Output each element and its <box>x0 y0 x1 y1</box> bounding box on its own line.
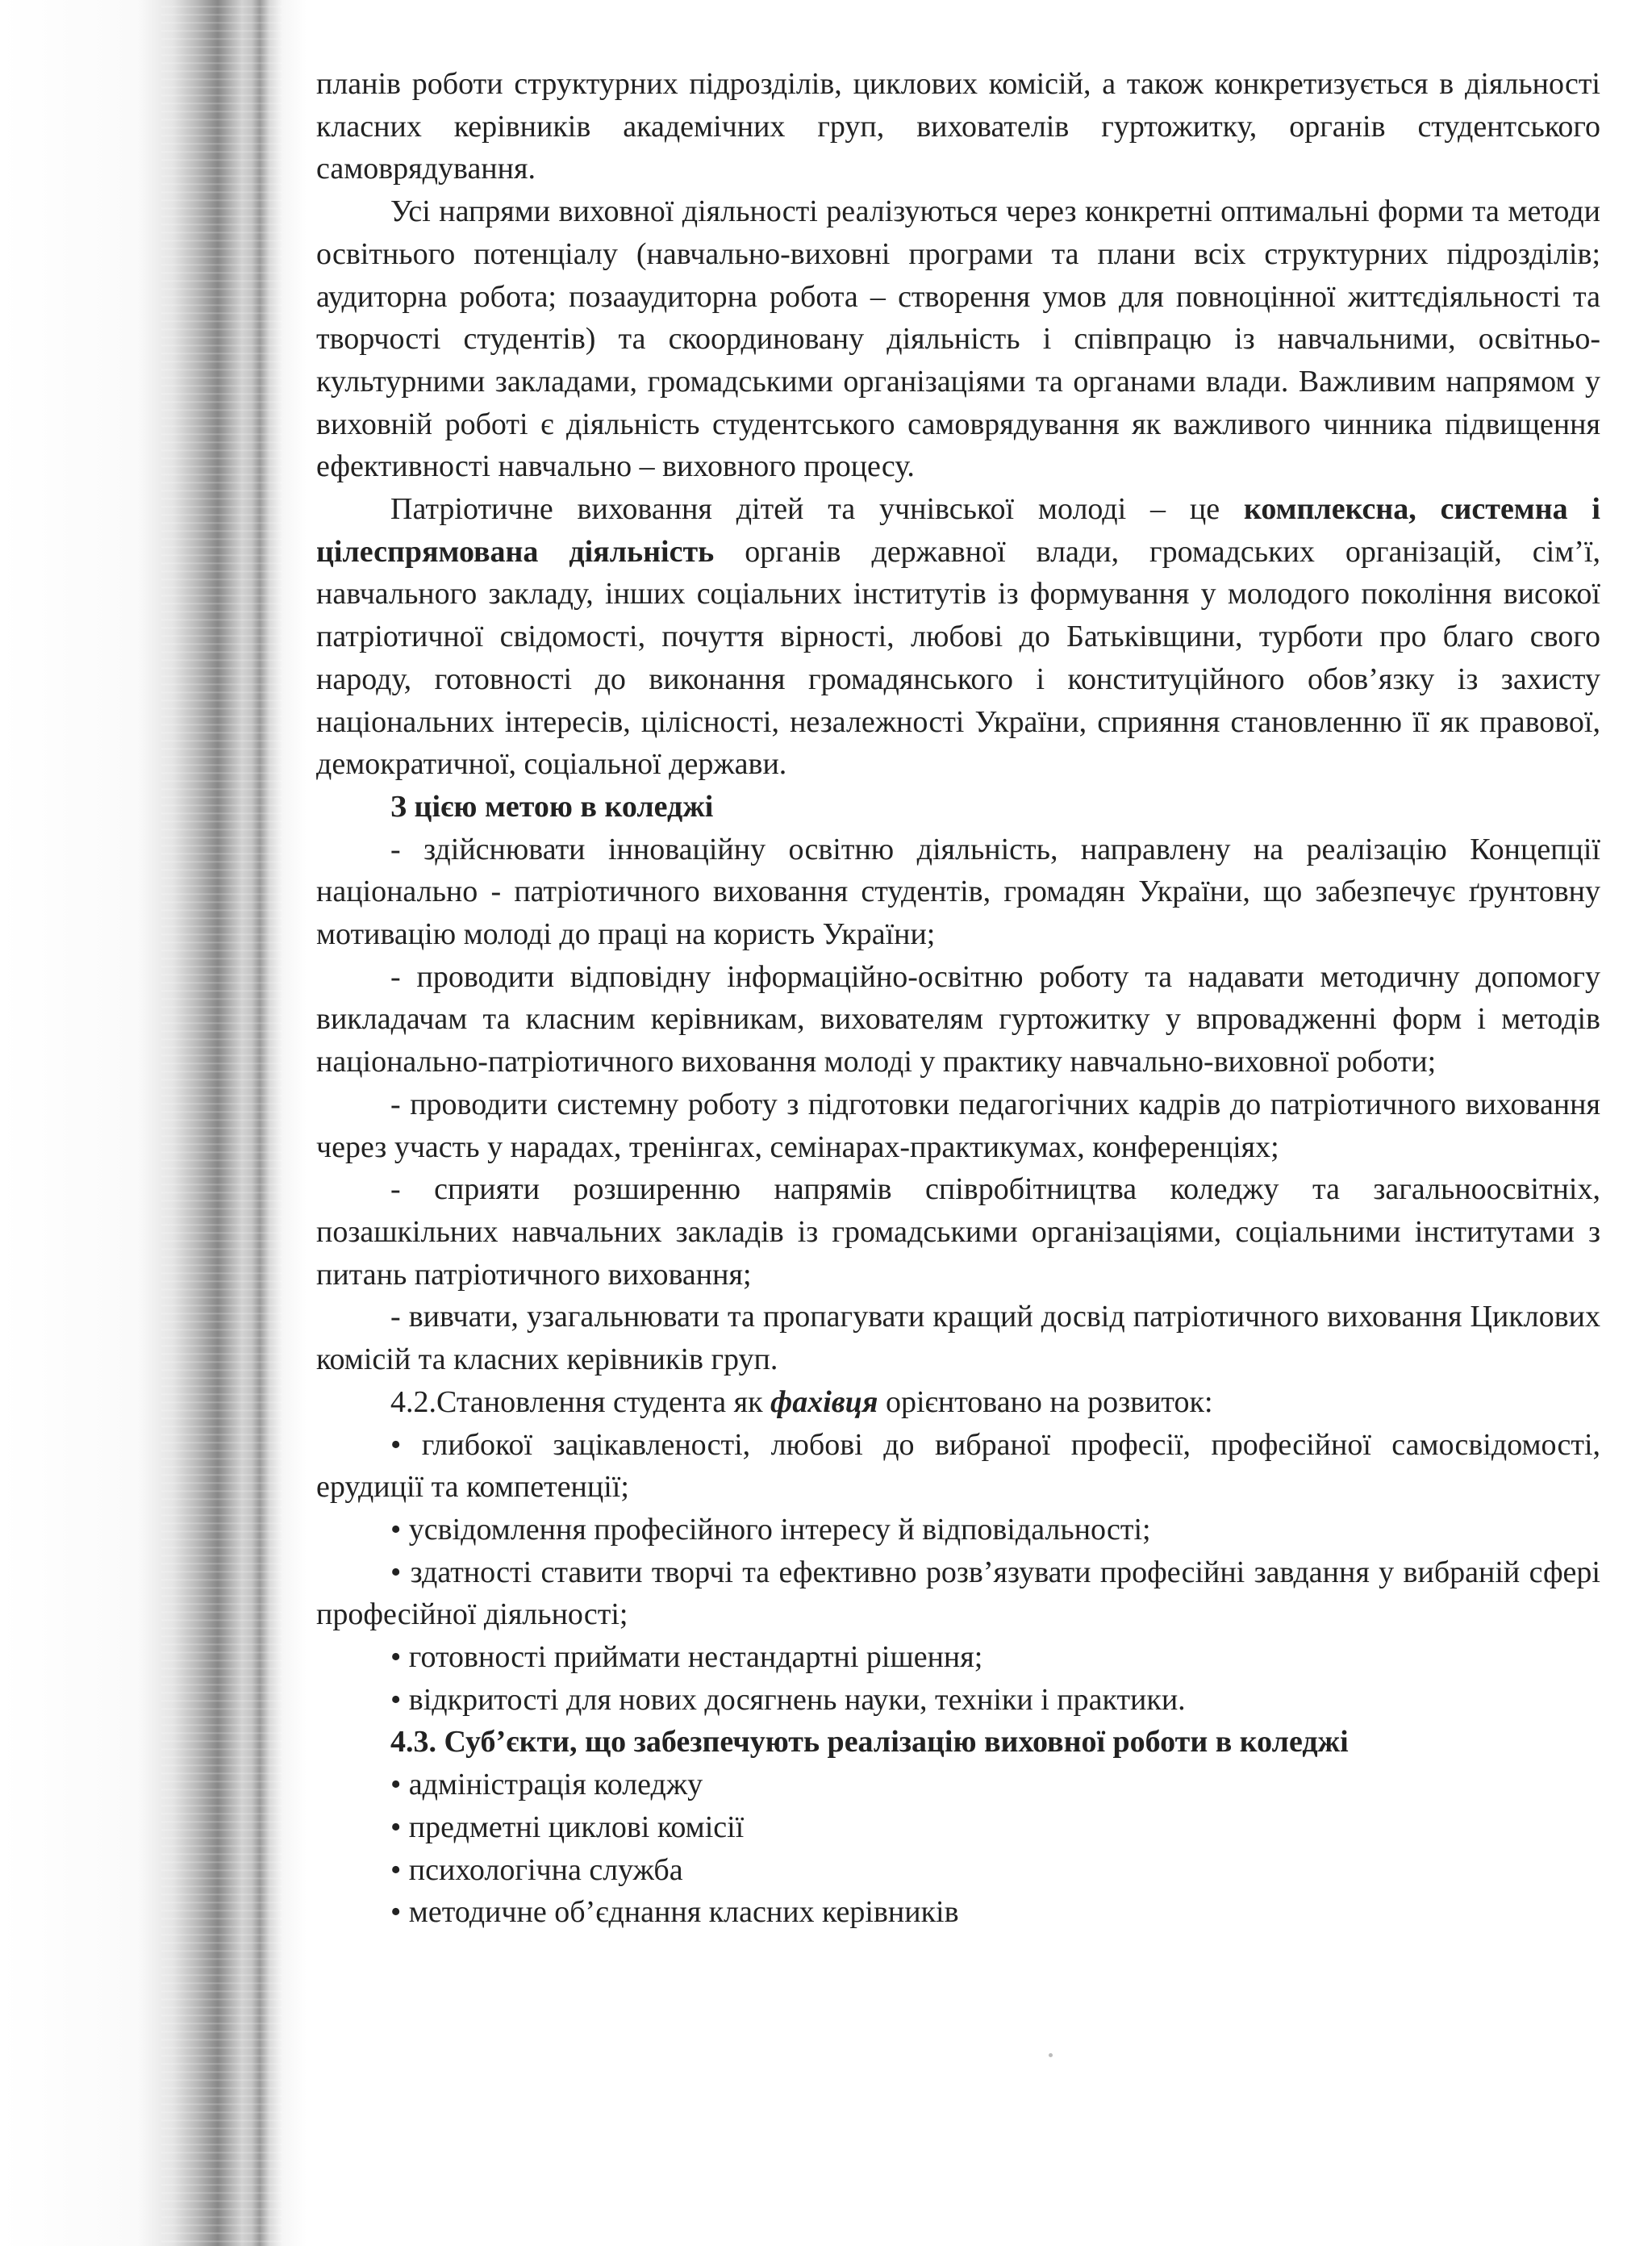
paragraph-patriotic-end: органів державної влади, громадських організацій, сім’ї, навчального закладу, інших соціальних інститутів із формування у молодого покоління високої патріотичної свідомості, почуття вірності, любові до Батьківщини, турботи про благо свого народу, готовності до виконання громадянського і конституційного обов’язку із захисту національних інтересів, цілісності, незалежності України, сприяння становленню її як правової, демократичної, соціальної держави. <box>316 534 1600 782</box>
paragraph-directions: Усі напрями виховної діяльності реалізуються через конкретні оптимальні форми та методи освітнього потенціалу (навчально-виховні програми та плани всіх структурних підрозділів; аудиторна робота; позааудиторна робота – створення умов для повноцінної життєдіяльності та творчості студентів) та скоординовану діяльність і співпрацю із навчальними, освітньо-культурними закладами, громадськими організаціями та органами влади. Важливим напрямом у виховній роботі є діяльність студентського самоврядування як важливого чинника підвищення ефективності навчально – виховного процесу. <box>316 194 1600 484</box>
section-4-2-item: • здатності ставити творчі та ефективно розв’язувати професійні завдання у вибраній сфері професійної діяльності; <box>316 1555 1600 1632</box>
paragraph-continuation: планів роботи структурних підрозділів, циклових комісій, а також конкретизується в діяльності класних керівників академічних груп, вихователів гуртожитку, органів студентського самоврядування. <box>316 67 1600 186</box>
section-4-2-item: • усвідомлення професійного інтересу й відповідальності; <box>390 1512 1151 1547</box>
goal-item: - вивчати, узагальнювати та пропагувати кращий досвід патріотичного виховання Циклових комісій та класних керівників груп. <box>316 1300 1600 1377</box>
section-4-3-item: • адміністрація коледжу <box>390 1768 703 1802</box>
goal-item: - проводити системну роботу з підготовки педагогічних кадрів до патріотичного виховання через участь у нарадах, тренінгах, семінарах-практикумах, конференціях; <box>316 1087 1600 1164</box>
section-4-3-item: • психологічна служба <box>390 1852 683 1887</box>
section-4-2-item: • відкритості для нових досягнень науки, техніки і практики. <box>390 1682 1186 1717</box>
document-body <box>316 63 1600 1934</box>
section-4-3-item: • методичне об’єднання класних керівників <box>390 1895 959 1930</box>
paragraph-patriotic-start: Патріотичне виховання дітей та учнівської молоді – це <box>390 492 1244 527</box>
section-4-2-emphasis: фахівця <box>770 1384 878 1419</box>
paragraph-patriotic-bold: комплексна, системна і цілеспрямована діяльність <box>316 492 1600 569</box>
section-4-2-item: • глибокої зацікавленості, любові до вибраної професії, професійної самосвідомості, ерудиції та компетенції; <box>316 1427 1600 1505</box>
section-4-3-item: • предметні циклові комісії <box>390 1810 745 1844</box>
goal-item: - проводити відповідну інформаційно-освітню роботу та надавати методичну допомогу викладачам та класним керівникам, вихователям гуртожитку у впровадженні форм і методів національно-патріотичного виховання молоді у практику навчально-виховної роботи; <box>316 959 1600 1079</box>
section-4-3-title: 4.3. Суб’єкти, що забезпечують реалізацію виховної роботи в коледжі <box>390 1725 1349 1760</box>
goal-item: - здійснювати інноваційну освітню діяльність, направлену на реалізацію Концепції національно - патріотичного виховання студентів, громадян України, що забезпечує ґрунтовну мотивацію молоді до праці на користь України; <box>316 832 1600 952</box>
scan-speck <box>1049 2053 1053 2057</box>
goal-item: - сприяти розширенню напрямів співробітництва коледжу та загальноосвітніх, позашкільних навчальних закладів із громадськими організаціями, соціальними інститутами з питань патріотичного виховання; <box>316 1172 1600 1292</box>
section-4-2-title <box>316 1381 1600 1424</box>
scan-streaks <box>161 0 282 2246</box>
section-4-2-start: 4.2.Становлення студента як <box>390 1384 771 1419</box>
paragraph-patriotic-education <box>316 488 1600 786</box>
heading-goal: З цією метою в коледжі <box>390 789 714 824</box>
section-4-2-item: • готовності приймати нестандартні рішення; <box>390 1640 983 1675</box>
section-4-2-end: орієнтовано на розвиток: <box>878 1384 1213 1419</box>
